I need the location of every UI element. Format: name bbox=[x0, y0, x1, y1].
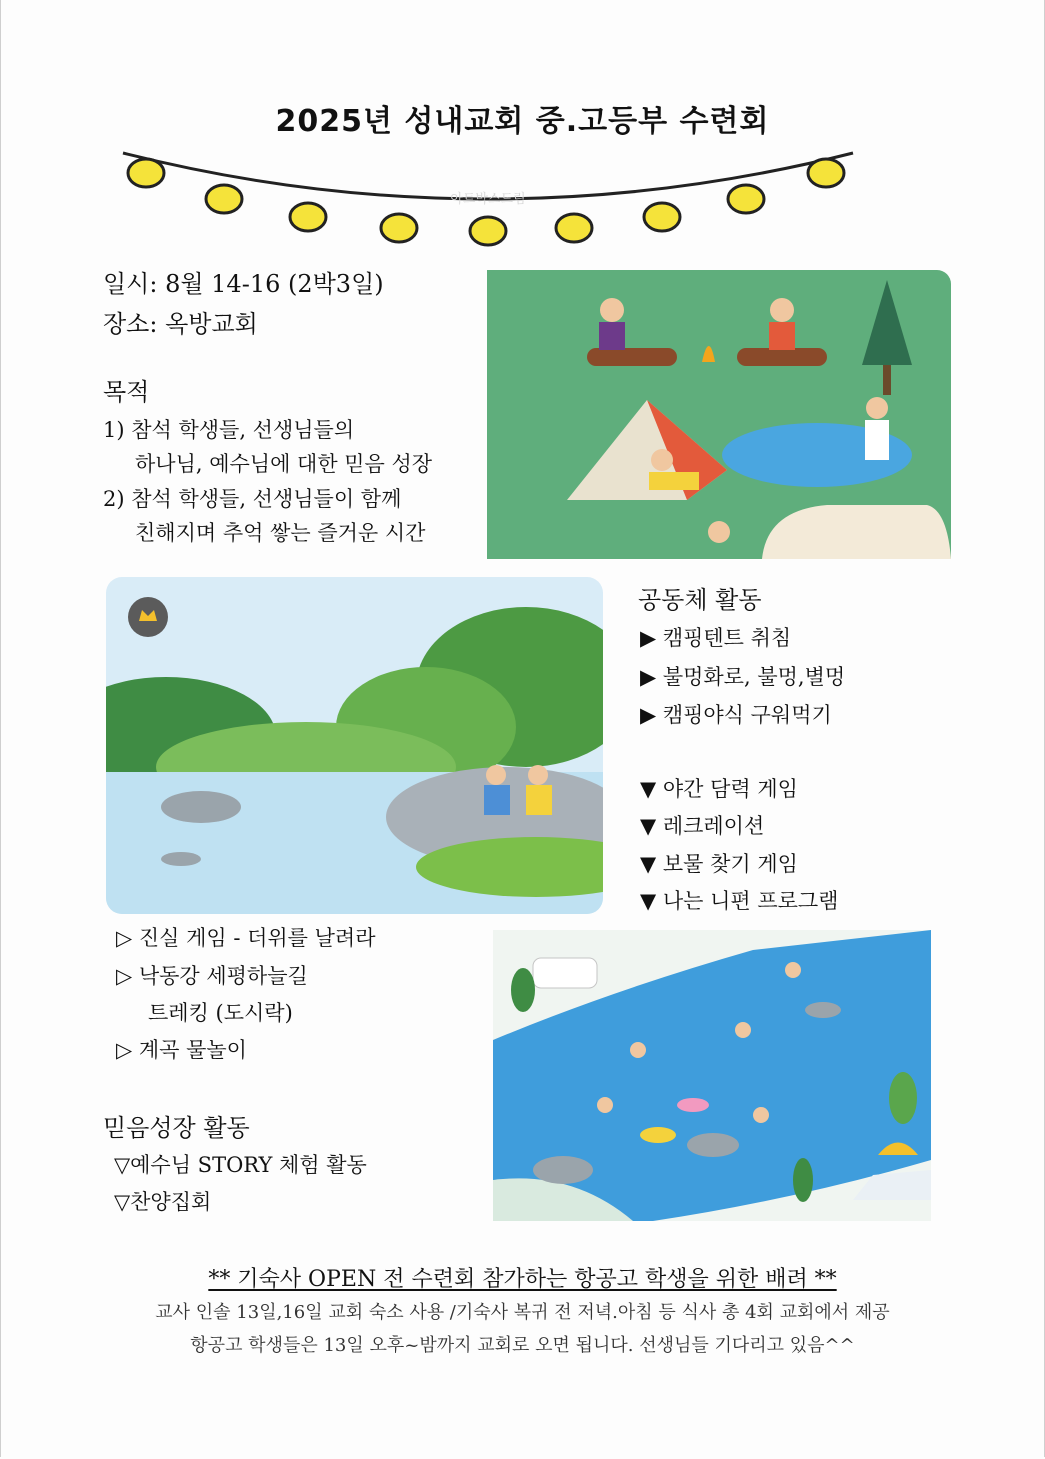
community-item-7: ▼ 나는 니편 프로그램 bbox=[640, 889, 839, 913]
community-item-3: ▶ 캠핑야식 구워먹기 bbox=[640, 703, 832, 727]
purpose-line-4: 친해지며 추억 쌓는 즐거운 시간 bbox=[135, 521, 426, 545]
community-item-6: ▼ 보물 찾기 게임 bbox=[640, 852, 798, 876]
camping-illustration bbox=[487, 270, 951, 559]
outdoor-item-3: 트레킹 (도시락) bbox=[148, 1001, 293, 1025]
date-text: 일시: 8월 14-16 (2박3일) bbox=[103, 270, 384, 298]
purpose-line-2: 하나님, 예수님에 대한 믿음 성장 bbox=[135, 452, 433, 476]
purpose-line-1: 1) 참석 학생들, 선생님들의 bbox=[103, 418, 355, 442]
page-title: 2025년 성내교회 중.고등부 수련회 bbox=[275, 104, 770, 139]
community-heading: 공동체 활동 bbox=[638, 586, 762, 614]
notice-title-text: ** 기숙사 OPEN 전 수련회 참가하는 항공고 학생을 위한 배려 ** bbox=[208, 1267, 837, 1292]
watermark-text: 아트박스드림 bbox=[450, 192, 526, 207]
notice-line-2: 항공고 학생들은 13일 오후~밤까지 교회로 오면 됩니다. 선생님들 기다리고 있음^^ bbox=[190, 1335, 855, 1356]
purpose-line-3: 2) 참석 학생들, 선생님들이 함께 bbox=[103, 487, 402, 511]
faith-heading: 믿음성장 활동 bbox=[103, 1114, 250, 1142]
string-lights-banner bbox=[118, 135, 858, 265]
outdoor-item-1: ▷ 진실 게임 - 더위를 날려라 bbox=[116, 926, 376, 950]
purpose-heading: 목적 bbox=[103, 378, 150, 406]
river-hike-illustration bbox=[106, 577, 603, 914]
faith-item-2: ▽찬양집회 bbox=[114, 1190, 212, 1214]
community-item-2: ▶ 불멍화로, 불멍,별멍 bbox=[640, 665, 846, 689]
community-item-5: ▼ 레크레이션 bbox=[640, 814, 765, 838]
community-item-1: ▶ 캠핑텐트 취침 bbox=[640, 626, 792, 650]
faith-item-1: ▽예수님 STORY 체험 활동 bbox=[114, 1153, 367, 1177]
place-text: 장소: 옥방교회 bbox=[103, 310, 258, 338]
water-play-illustration bbox=[493, 930, 931, 1221]
community-item-4: ▼ 야간 담력 게임 bbox=[640, 777, 798, 801]
outdoor-item-2: ▷ 낙동강 세평하늘길 bbox=[116, 964, 308, 988]
outdoor-item-4: ▷ 계곡 물놀이 bbox=[116, 1038, 247, 1062]
notice-line-1: 교사 인솔 13일,16일 교회 숙소 사용 /기숙사 복귀 전 저녁.아침 등 식사 총 4회 교회에서 제공 bbox=[155, 1302, 890, 1323]
notice-title bbox=[0, 1262, 1045, 1293]
